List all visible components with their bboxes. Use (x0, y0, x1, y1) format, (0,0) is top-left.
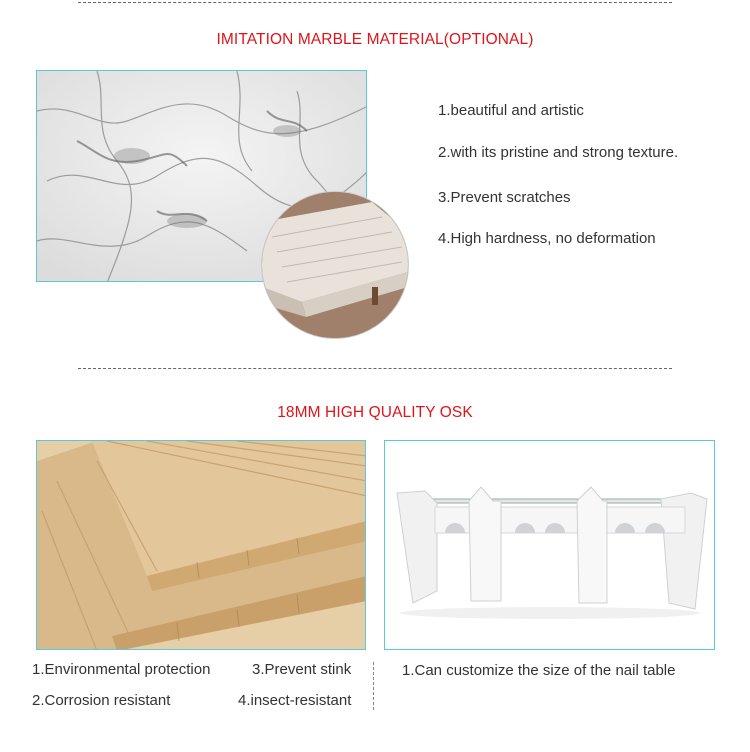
section1-title: IMITATION MARBLE MATERIAL(OPTIONAL) (216, 31, 534, 48)
nail-table-image (384, 440, 715, 650)
marble-feature-4: 4.High hardness, no deformation (438, 230, 656, 247)
osk-feature-1: 1.Environmental protection (32, 661, 211, 678)
marble-feature-3: 3.Prevent scratches (438, 189, 571, 206)
nail-table-feature-1: 1.Can customize the size of the nail table (402, 662, 676, 679)
wood-board-image (36, 440, 366, 650)
marble-board-closeup (262, 192, 408, 338)
marble-feature-2: 2.with its pristine and strong texture. (438, 144, 679, 161)
middle-divider (78, 368, 672, 369)
marble-feature-1: 1.beautiful and artistic (438, 102, 584, 119)
features-vertical-divider (373, 662, 374, 710)
osk-feature-2: 2.Corrosion resistant (32, 692, 171, 709)
osk-feature-3: 3.Prevent stink (252, 661, 352, 678)
osk-feature-4: 4.insect-resistant (238, 692, 352, 709)
top-divider (78, 2, 672, 3)
section2-title: 18MM HIGH QUALITY OSK (277, 404, 473, 421)
